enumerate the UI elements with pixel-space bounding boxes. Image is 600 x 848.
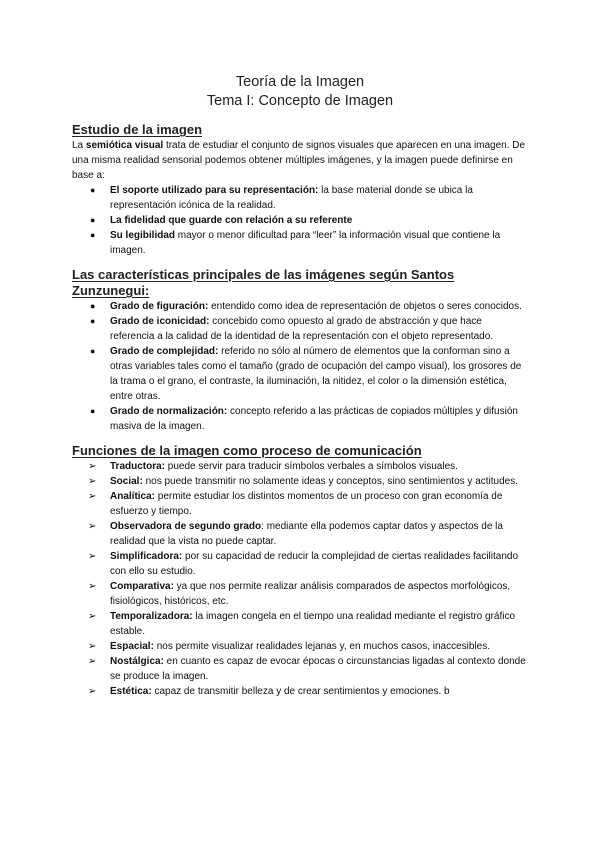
item-text: en cuanto es capaz de evocar épocas o circunstancias ligadas al contexto donde se produce la imagen. <box>110 656 526 682</box>
section-heading-estudio: Estudio de la imagen <box>72 122 203 137</box>
list-item <box>72 489 528 519</box>
item-term: Traductora: <box>110 461 166 472</box>
functions-list <box>72 459 528 699</box>
characteristics-list <box>72 299 528 434</box>
list-item <box>72 314 528 344</box>
list-item <box>72 549 528 579</box>
list-item <box>72 459 528 474</box>
item-text: referido no sólo al número de elementos que la conforman sino a otras variables tales como el tamaño (grado de ocupación del campo visual), los grosores de la trama o el grano, el contraste, la iluminación, la nitidez, el color o la dimensión estética, entre otras. <box>110 346 522 402</box>
list-item <box>72 654 528 684</box>
item-text: : mediante ella podemos captar datos y aspectos de la realidad que la vista no puede captar. <box>110 521 503 547</box>
arrow-icon: ➢ <box>88 476 97 487</box>
item-text: permite estudiar los distintos momentos de un proceso con gran economía de esfuerzo y tiempo. <box>110 491 503 517</box>
title-block <box>72 0 528 111</box>
document-title: Teoría de la Imagen <box>235 74 365 90</box>
item-term: El soporte utilizado para su representación: <box>110 185 319 196</box>
list-item <box>72 299 528 314</box>
item-text: capaz de transmitir belleza y de crear sentimientos y emociones. b <box>151 686 450 697</box>
list-item <box>72 684 528 699</box>
item-text: nos permite visualizar realidades lejanas y, en muchos casos, inaccesibles. <box>153 641 491 652</box>
list-item <box>72 183 528 213</box>
item-text: ya que nos permite realizar análisis comparados de aspectos morfológicos, fisiológicos, históricos, etc. <box>110 581 511 607</box>
arrow-icon: ➢ <box>88 656 97 667</box>
item-term: Grado de complejidad: <box>110 346 219 357</box>
intro-bold-term: semiótica visual <box>85 140 164 151</box>
bullet-icon: ● <box>90 406 96 416</box>
list-item <box>72 639 528 654</box>
definition-list <box>72 183 528 258</box>
item-text: nos puede transmitir no solamente ideas y conceptos, sino sentimientos y actitudes. <box>142 476 518 487</box>
item-text: entendido como idea de representación de objetos o seres conocidos. <box>208 301 522 312</box>
item-text: concepto referido a las prácticas de copiados múltiples y difusión masiva de la imagen. <box>110 406 518 432</box>
bullet-icon: ● <box>90 230 96 240</box>
item-text: mayor o menor dificultad para “leer” la información visual que contiene la imagen. <box>110 230 501 256</box>
list-item <box>72 579 528 609</box>
item-term: Grado de iconicidad: <box>110 316 210 327</box>
document-subtitle: Tema I: Concepto de Imagen <box>206 93 394 109</box>
item-text: concebido como opuesto al grado de abstracción y que hace referencia a la calidad de la identidad de la representación con el objeto representado. <box>110 316 494 342</box>
arrow-icon: ➢ <box>88 551 97 562</box>
list-item <box>72 228 528 258</box>
list-item <box>72 519 528 549</box>
list-item <box>72 404 528 434</box>
arrow-icon: ➢ <box>88 581 97 592</box>
item-term: Temporalizadora: <box>110 611 193 622</box>
bullet-icon: ● <box>90 346 96 356</box>
item-term: Analítica: <box>110 491 156 502</box>
arrow-icon: ➢ <box>88 491 97 502</box>
intro-text-post: trata de estudiar el conjunto de signos visuales que aparecen en una imagen. De una misma realidad sensorial podemos obtener múltiples imágenes, y la imagen puede definirse en base a: <box>72 140 526 181</box>
item-term: Grado de figuración: <box>110 301 209 312</box>
arrow-icon: ➢ <box>88 686 97 697</box>
item-term: Estética: <box>110 686 152 697</box>
list-item <box>72 609 528 639</box>
intro-text-pre: La <box>72 140 86 151</box>
item-term: Simplificadora: <box>110 551 183 562</box>
item-term: La fidelidad que guarde con relación a su referente <box>110 215 353 226</box>
bullet-icon: ● <box>90 316 96 326</box>
bullet-icon: ● <box>90 215 96 225</box>
bullet-icon: ● <box>90 185 96 195</box>
item-text: puede servir para traducir símbolos verbales a símbolos visuales. <box>165 461 458 472</box>
item-text: la imagen congela en el tiempo una realidad mediante el registro gráfico estable. <box>110 611 516 637</box>
list-item <box>72 344 528 404</box>
arrow-icon: ➢ <box>88 641 97 652</box>
list-item <box>72 213 528 228</box>
list-item <box>72 474 528 489</box>
item-term: Grado de normalización: <box>110 406 228 417</box>
item-text: por su capacidad de reducir la complejidad de ciertas realidades facilitando con ello su estudio. <box>110 551 519 577</box>
item-text: la base material donde se ubica la representación icónica de la realidad. <box>110 185 473 211</box>
item-term: Social: <box>110 476 143 487</box>
bullet-icon: ● <box>90 301 96 311</box>
arrow-icon: ➢ <box>88 611 97 622</box>
arrow-icon: ➢ <box>88 521 97 532</box>
item-term: Observadora de segundo grado <box>110 521 262 532</box>
section-heading-caracteristicas: Las características principales de las imágenes según Santos Zunzunegui: <box>72 267 455 298</box>
intro-paragraph <box>72 138 528 183</box>
item-term: Comparativa: <box>110 581 174 592</box>
item-term: Su legibilidad <box>110 230 176 241</box>
item-term: Espacial: <box>110 641 154 652</box>
item-term: Nostálgica: <box>110 656 164 667</box>
section-heading-funciones: Funciones de la imagen como proceso de comunicación <box>72 443 422 458</box>
arrow-icon: ➢ <box>88 461 97 472</box>
